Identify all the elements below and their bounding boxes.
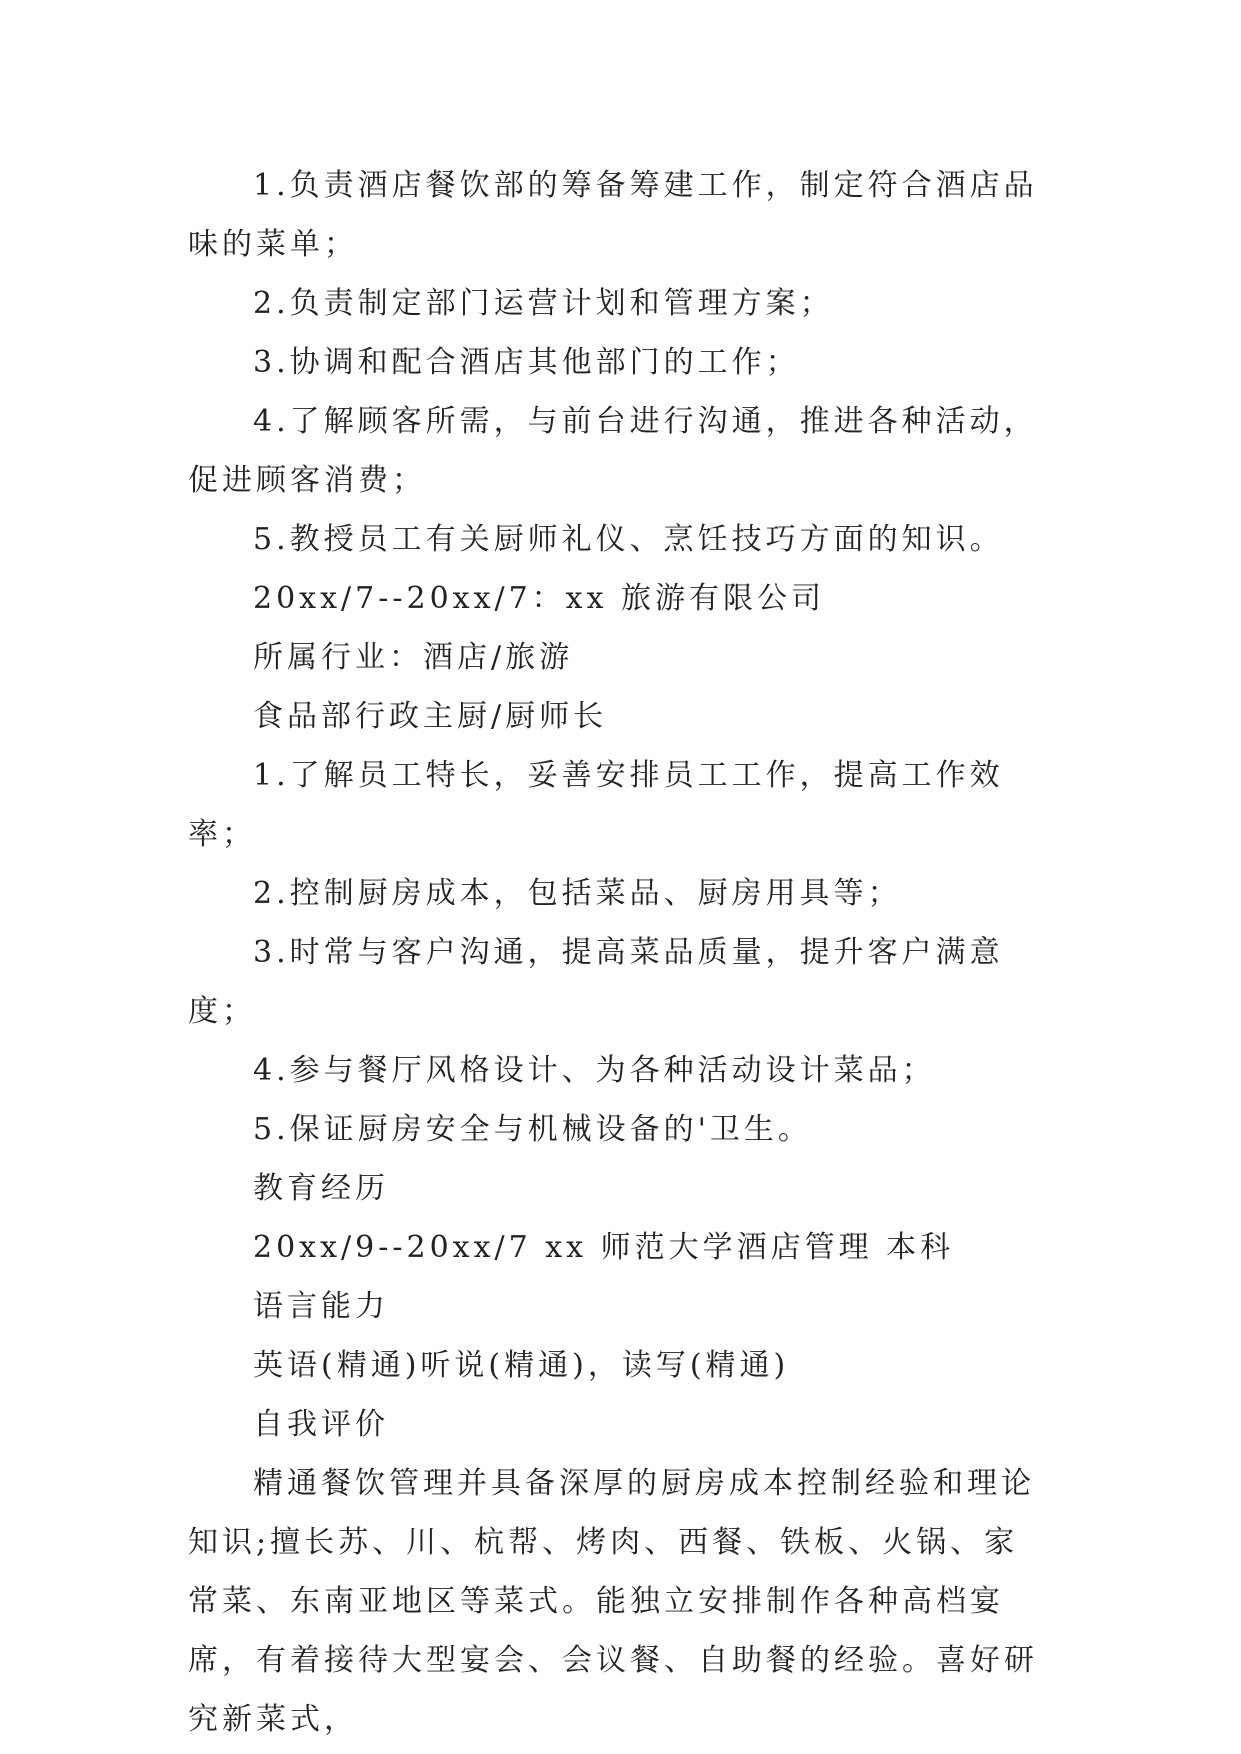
section-heading-language: 语言能力 xyxy=(253,1289,389,1324)
section-heading-self-evaluation: 自我评价 xyxy=(253,1407,389,1442)
section-heading-education: 教育经历 xyxy=(253,1171,389,1206)
job-duty-3: 3.时常与客户沟通，提高菜品质量，提升客户满意度； xyxy=(188,935,1004,1029)
job-position: 食品部行政主厨/厨师长 xyxy=(253,699,608,734)
job-period-company: 20xx/7--20xx/7：xx 旅游有限公司 xyxy=(253,581,826,616)
job-industry: 所属行业：酒店/旅游 xyxy=(253,640,574,675)
job-duty-4: 4.参与餐厅风格设计、为各种活动设计菜品； xyxy=(253,1053,936,1088)
language-entry: 英语(精通)听说(精通)，读写(精通) xyxy=(253,1348,790,1383)
duty-item-5: 5.教授员工有关厨师礼仪、烹饪技巧方面的知识。 xyxy=(253,522,1004,557)
job-duty-2: 2.控制厨房成本，包括菜品、厨房用具等； xyxy=(253,876,902,911)
education-entry: 20xx/9--20xx/7 xx 师范大学酒店管理 本科 xyxy=(253,1230,955,1265)
document-body xyxy=(188,156,1048,1749)
duty-item-4: 4.了解顾客所需，与前台进行沟通，推进各种活动，促进顾客消费； xyxy=(188,404,1038,498)
self-evaluation-text: 精通餐饮管理并具备深厚的厨房成本控制经验和理论知识;擅长苏、川、杭帮、烤肉、西餐、铁板、火锅、家常菜、东南亚地区等菜式。能独立安排制作各种高档宴席，有着接待大型宴会、会议餐、自助餐的经验。喜好研究新菜式， xyxy=(188,1466,1038,1737)
duty-item-1: 1.负责酒店餐饮部的筹备筹建工作，制定符合酒店品味的菜单； xyxy=(188,168,1038,262)
job-duty-5: 5.保证厨房安全与机械设备的'卫生。 xyxy=(253,1112,812,1147)
duty-item-2: 2.负责制定部门运营计划和管理方案； xyxy=(253,286,834,321)
job-duty-1: 1.了解员工特长，妥善安排员工工作，提高工作效率； xyxy=(188,758,1004,852)
duty-item-3: 3.协调和配合酒店其他部门的工作； xyxy=(253,345,800,380)
